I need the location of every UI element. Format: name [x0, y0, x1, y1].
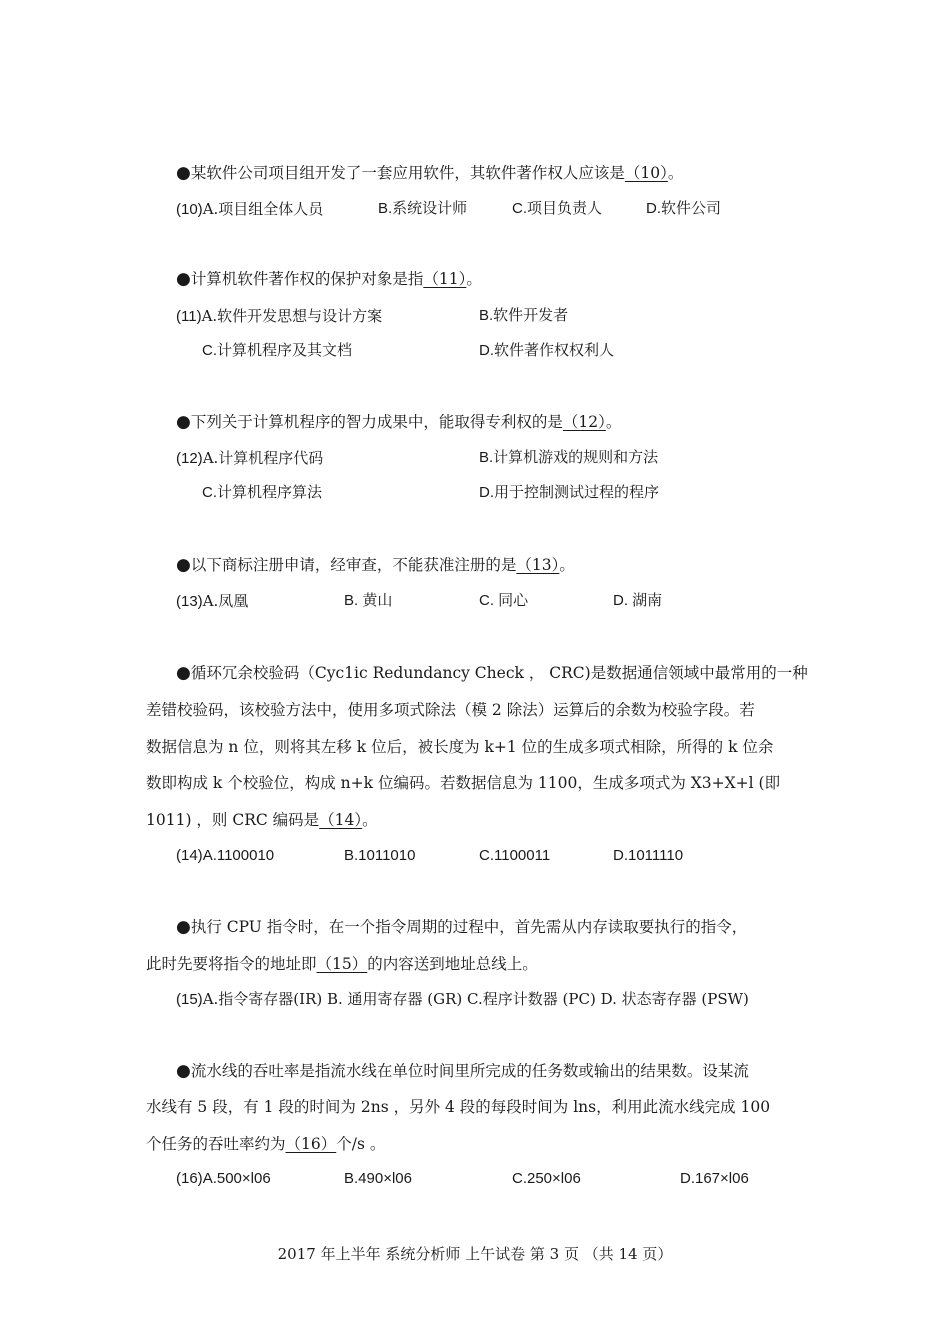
option-d: D.167×l06 — [680, 1170, 749, 1187]
question-16-options: (16)A.500×l06 — [176, 1170, 271, 1187]
question-14-line-4: 数即构成 k 个校验位，构成 n+k 位编码。若数据信息为 1100，生成多项式为 X3+X+l (即 — [146, 774, 781, 792]
option-d: D.用于控制测试过程的程序 — [479, 484, 660, 501]
option-b: B.1011010 — [344, 847, 416, 864]
bullet-icon: ● — [176, 1061, 191, 1081]
bullet-icon: ● — [176, 412, 191, 432]
question-16-line-2: 水线有 5 段，有 1 段的时间为 2ns ，另外 4 段的每段时间为 lns，利用此流水线完成 100 — [146, 1098, 771, 1116]
answer-blank: （10） — [624, 164, 668, 182]
option-b: B.系统设计师 — [378, 200, 468, 217]
question-15-options: (15)A.指令寄存器(IR) B. 通用寄存器 (GR) C.程序计数器 (PC) D. 状态寄存器 (PSW) — [176, 990, 749, 1008]
question-12-options: (12)A.计算机程序代码 — [176, 449, 324, 467]
question-16-line-1: ●流水线的吞吐率是指流水线在单位时间里所完成的任务数或输出的结果数。设某流 — [176, 1061, 749, 1081]
answer-blank: （12） — [562, 413, 606, 431]
question-13-stem: ●以下商标注册申请，经审查，不能获准注册的是（13）。 — [176, 555, 575, 575]
bullet-icon: ● — [176, 269, 191, 289]
option-d: D. 湖南 — [613, 592, 663, 609]
bullet-icon: ● — [176, 663, 191, 683]
question-10-options: (10)A.项目组全体人员 — [176, 200, 324, 218]
page-footer: 2017 年上半年 系统分析师 上午试卷 第 3 页 （共 14 页） — [277, 1245, 673, 1263]
question-14-line-1: ●循环冗余校验码（Cyc1ic Redundancy Check ， CRC)是数据通信领域中最常用的一种 — [176, 663, 808, 683]
question-15-line-2: 此时先要将指令的地址即（15）的内容送到地址总线上。 — [146, 955, 538, 973]
option-c: C.1100011 — [479, 847, 551, 864]
answer-blank: （13） — [516, 556, 560, 574]
bullet-icon: ● — [176, 555, 191, 575]
option-c: C.项目负责人 — [512, 200, 603, 217]
question-14-line-2: 差错校验码，该校验方法中，使用多项式除法（模 2 除法）运算后的余数为校验字段。若 — [146, 701, 755, 719]
question-16-line-3: 个任务的吞吐率约为（16）个/s 。 — [146, 1135, 386, 1153]
bullet-icon: ● — [176, 163, 191, 183]
option-a: A.500×l06 — [202, 1170, 271, 1187]
option-b: B.软件开发者 — [479, 307, 569, 324]
option-a: A.计算机程序代码 — [202, 449, 324, 467]
question-11-options: (11)A.软件开发思想与设计方案 — [176, 307, 383, 325]
option-a: A.1100010 — [202, 847, 275, 864]
answer-blank: （14） — [319, 811, 363, 829]
option-b: B. 黄山 — [344, 592, 393, 609]
answer-blank: （16） — [285, 1135, 337, 1153]
option-b: B.490×l06 — [344, 1170, 412, 1187]
option-b: B.计算机游戏的规则和方法 — [479, 449, 659, 466]
option-d: D.软件公司 — [646, 200, 722, 217]
question-13-options: (13)A.凤凰 — [176, 592, 249, 610]
question-14-line-3: 数据信息为 n 位，则将其左移 k 位后，被长度为 k+1 位的生成多项式相除，所得的 k 位余 — [146, 738, 774, 756]
option-d: D.软件著作权权利人 — [479, 342, 615, 359]
answer-blank: （11） — [423, 270, 467, 288]
option-c: C.计算机程序及其文档 — [202, 342, 353, 359]
answer-blank: （15） — [316, 955, 368, 973]
bullet-icon: ● — [176, 917, 191, 937]
question-10-stem: ●某软件公司项目组开发了一套应用软件，其软件著作权人应该是（10）。 — [176, 163, 684, 183]
option-a: A.凤凰 — [202, 592, 249, 610]
option-c: C. 同心 — [479, 592, 529, 609]
question-12-stem: ●下列关于计算机程序的智力成果中，能取得专利权的是（12）。 — [176, 412, 622, 432]
option-d: D.1011110 — [613, 847, 684, 864]
option-c: C.计算机程序算法 — [202, 484, 323, 501]
question-14-line-5: 1011) ，则 CRC 编码是（14）。 — [146, 811, 378, 829]
option-c: C.250×l06 — [512, 1170, 581, 1187]
question-15-line-1: ●执行 CPU 指令时，在一个指令周期的过程中，首先需从内存读取要执行的指令， — [176, 917, 748, 937]
option-a: A.软件开发思想与设计方案 — [201, 307, 383, 325]
question-14-options: (14)A.1100010 — [176, 847, 275, 864]
option-a: A.项目组全体人员 — [202, 200, 324, 218]
question-11-stem: ●计算机软件著作权的保护对象是指（11）。 — [176, 269, 482, 289]
